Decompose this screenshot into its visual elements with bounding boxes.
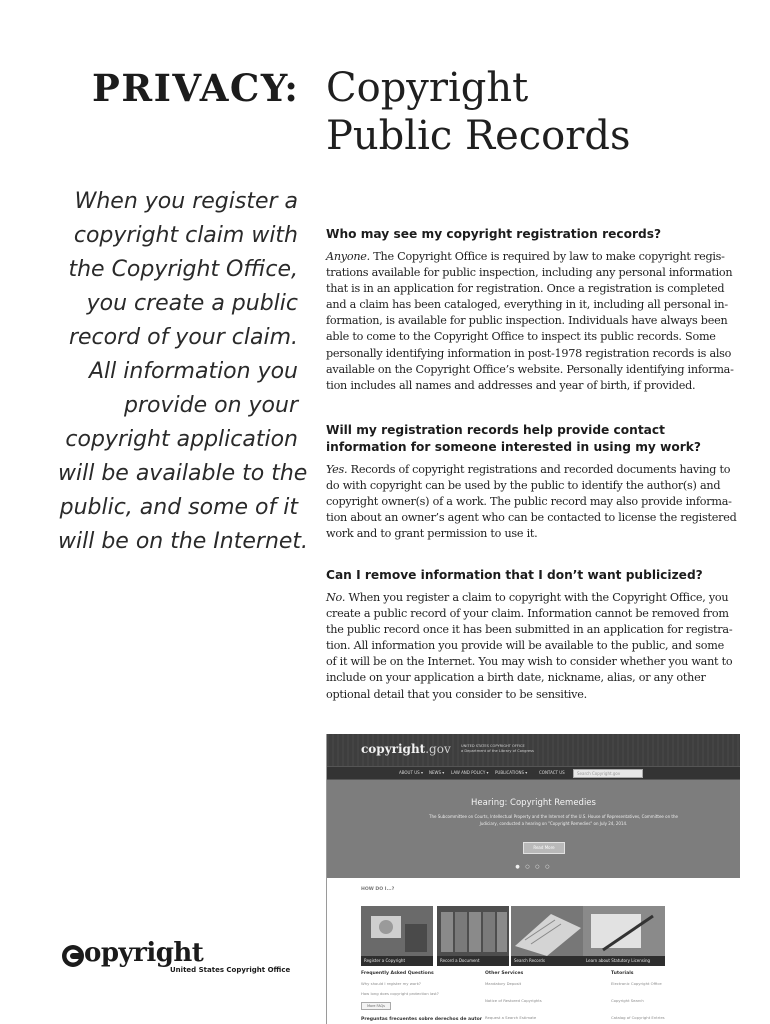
pull-quote-line: public, and some of it bbox=[59, 495, 298, 520]
site-logo bbox=[361, 742, 451, 756]
pull-quote-line: will be available to the bbox=[58, 461, 308, 486]
answer-line: that is in an application for registration. Once a registration is completed bbox=[326, 282, 725, 296]
answer-line: and a claim has been cataloged, everything in it, including all personal in- bbox=[326, 298, 728, 312]
nav-item-law: LAW AND POLICY ▾ bbox=[451, 770, 489, 775]
answer-line: work and to grant permission to use it. bbox=[326, 527, 538, 541]
spanish-faq-heading: Preguntas frecuentes sobre derechos de autor bbox=[361, 1017, 483, 1022]
pull-quote-line: All information you bbox=[88, 359, 298, 384]
nav-item-publications: PUBLICATIONS ▾ bbox=[495, 770, 528, 775]
tile-caption: Register a Copyright bbox=[361, 956, 433, 966]
hero-title: Hearing: Copyright Remedies bbox=[471, 798, 596, 808]
title-line: Public Records bbox=[326, 113, 631, 159]
tile-licensing bbox=[583, 906, 665, 966]
title-label: PRIVACY: bbox=[92, 66, 300, 110]
how-do-i-heading: HOW DO I...? bbox=[361, 887, 395, 892]
nav-item-contact: CONTACT US bbox=[539, 770, 565, 775]
logo-wordmark: opyright bbox=[84, 938, 204, 968]
answer-line: trations available for public inspection, including any personal information bbox=[326, 266, 733, 280]
question-heading bbox=[326, 422, 712, 456]
nav-item-news: NEWS ▾ bbox=[429, 770, 445, 775]
other-services-heading: Other Services bbox=[485, 971, 524, 976]
answer-line: available on the Copyright Office’s website. Personally identifying informa- bbox=[326, 362, 734, 376]
faq-heading: Frequently Asked Questions bbox=[361, 971, 434, 976]
website-screenshot bbox=[326, 734, 740, 1024]
answer-text bbox=[326, 249, 734, 394]
site-hero bbox=[327, 780, 740, 878]
page-title bbox=[326, 64, 631, 160]
site-header bbox=[327, 734, 740, 766]
licensing-image bbox=[583, 906, 665, 956]
site-logo-suffix: .gov bbox=[425, 742, 451, 756]
other-services-link: Request a Search Estimate bbox=[485, 1015, 537, 1020]
answer-line: optional detail that you consider to be sensitive. bbox=[326, 687, 587, 701]
answer-line: The Copyright Office is required by law to make copyright regis- bbox=[369, 250, 725, 263]
pull-quote-line: When you register a bbox=[74, 189, 298, 214]
site-office-line: a Department of the Library of Congress bbox=[461, 748, 534, 753]
tile-caption: Record a Document bbox=[437, 956, 509, 966]
answer-line: copyright owner(s) of a work. The public record may also provide informa- bbox=[326, 495, 732, 509]
other-services-link: Mandatory Deposit bbox=[485, 981, 522, 986]
qa-section bbox=[326, 567, 733, 703]
answer-line: include on your application a birth date, nickname, alias, or any other bbox=[326, 671, 706, 685]
answer-line: personally identifying information in post-1978 registration records is also bbox=[326, 346, 732, 360]
register-image bbox=[361, 906, 433, 956]
tile-caption: Learn about Statutory Licensing bbox=[583, 956, 665, 966]
question-line: information for someone interested in using my work? bbox=[326, 440, 701, 454]
pull-quote-line: you create a public bbox=[86, 291, 298, 316]
answer-lead: No. bbox=[326, 591, 346, 604]
tutorials-link: Copyright Search bbox=[611, 998, 644, 1003]
site-search-input: Search Copyright.gov bbox=[573, 769, 643, 778]
tile-search bbox=[511, 906, 583, 966]
answer-line: able to come to the Copyright Office to inspect its public records. Some bbox=[326, 330, 716, 344]
hero-text: The Subcommittee on Courts, Intellectual Property and the Internet of the U.S. House of Representatives, Committee on the Judiciary, conducted a hearing on "Copyright Remedies" on July 24, 2014. bbox=[429, 814, 678, 826]
pull-quote bbox=[58, 185, 309, 559]
answer-line: When you register a claim to copyright with the Copyright Office, you bbox=[345, 591, 729, 604]
site-office-line: UNITED STATES COPYRIGHT OFFICE bbox=[461, 744, 525, 748]
answer-lead: Anyone. bbox=[326, 250, 370, 263]
answer-text bbox=[326, 462, 737, 542]
pull-quote-line: the Copyright Office, bbox=[68, 257, 298, 282]
tile-caption: Search Records bbox=[511, 956, 583, 966]
question-heading: Who may see my copyright registration records? bbox=[326, 227, 662, 241]
tile-register bbox=[361, 906, 433, 966]
title-line: Copyright bbox=[326, 65, 529, 111]
hero-pagination: ● ○ ○ ○ bbox=[515, 864, 552, 870]
pull-quote-line: copyright application bbox=[65, 427, 298, 452]
search-image bbox=[511, 906, 583, 956]
site-nav bbox=[327, 766, 740, 780]
pull-quote-line: copyright claim with bbox=[73, 223, 298, 248]
question-heading: Can I remove information that I don’t want publicized? bbox=[326, 568, 703, 582]
record-image bbox=[437, 906, 509, 956]
answer-text bbox=[326, 590, 733, 703]
tutorials-heading: Tutorials bbox=[611, 971, 634, 976]
pull-quote-line: record of your claim. bbox=[68, 325, 298, 350]
pull-quote-line: will be on the Internet. bbox=[58, 529, 309, 554]
answer-lead: Yes. bbox=[326, 463, 348, 476]
logo-subtitle: United States Copyright Office bbox=[170, 966, 291, 974]
tutorials-link: Electronic Copyright Office bbox=[611, 981, 662, 986]
tile-record bbox=[437, 906, 509, 966]
question-line: Will my registration records help provide contact bbox=[326, 423, 665, 437]
hero-button: Read More bbox=[523, 842, 565, 854]
copyright-office-logo bbox=[60, 938, 291, 982]
answer-line: of it will be on the Internet. You may wish to consider whether you want to bbox=[326, 655, 733, 669]
faq-link: How long does copyright protection last? bbox=[361, 991, 439, 996]
answer-line: Records of copyright registrations and recorded documents having to bbox=[347, 463, 731, 476]
pull-quote-line: provide on your bbox=[124, 393, 298, 418]
answer-line: the public record once it has been submitted in an application for registra- bbox=[326, 623, 733, 637]
more-faqs-button: More FAQs bbox=[361, 1002, 391, 1010]
answer-line: tion about an owner’s agent who can be contacted to license the registered bbox=[326, 511, 737, 525]
nav-item-about: ABOUT US ▾ bbox=[399, 770, 423, 775]
answer-line: tion. All information you provide will be available to the public, and some bbox=[326, 639, 724, 653]
tutorials-link: Catalog of Copyright Entries bbox=[611, 1015, 665, 1020]
other-services-link: Notice of Restored Copyrights bbox=[485, 998, 542, 1003]
answer-line: do with copyright can be used by the public to identify the author(s) and bbox=[326, 479, 721, 493]
site-logo-text: copyright bbox=[361, 742, 426, 756]
answer-line: formation, is available for public inspection. Individuals have always been bbox=[326, 314, 728, 328]
answer-line: tion includes all names and addresses and year of birth, if provided. bbox=[326, 378, 696, 392]
site-body bbox=[327, 878, 740, 1024]
answer-line: create a public record of your claim. Information cannot be removed from bbox=[326, 607, 729, 621]
faq-link: Why should I register my work? bbox=[361, 981, 421, 986]
site-office-name bbox=[461, 744, 534, 753]
qa-section bbox=[326, 226, 734, 394]
qa-section bbox=[326, 422, 737, 542]
